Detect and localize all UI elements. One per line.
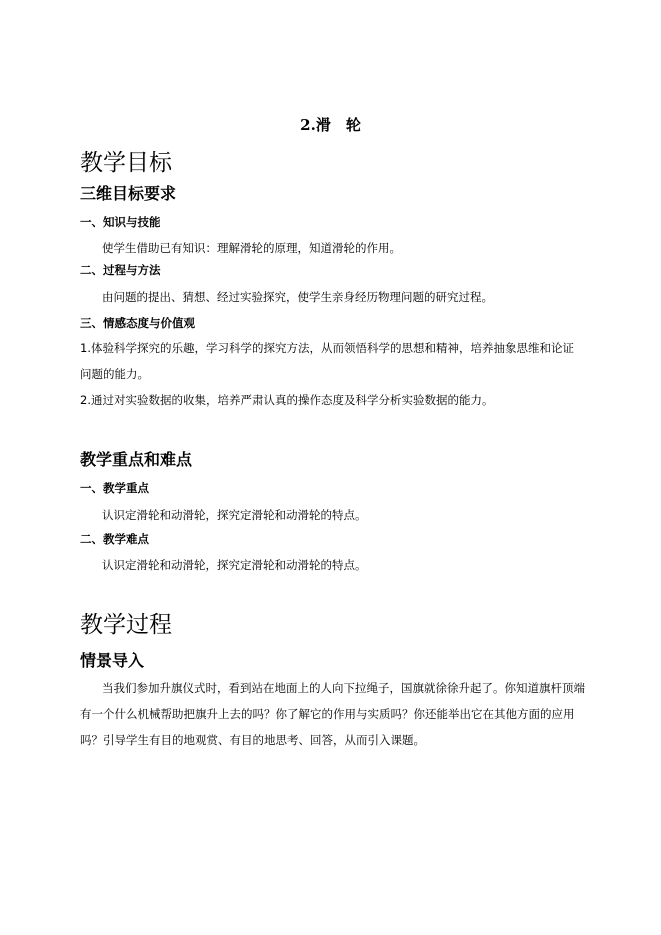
teaching-focus-heading: 一、教学重点: [80, 481, 149, 495]
knowledge-skills-text: 使学生借助已有知识：理解滑轮的原理，知道滑轮的作用。: [102, 241, 401, 255]
teaching-objectives-heading: 教学目标: [80, 150, 172, 176]
three-dimensional-objectives-heading: 三维目标要求: [80, 184, 177, 203]
process-methods-heading: 二、过程与方法: [80, 263, 161, 277]
scenario-intro-heading: 情景导入: [80, 651, 145, 670]
emotion-values-item-1: 1.体验科学探究的乐趣，学习科学的探究方法，从而领悟科学的思想和精神，培养抽象思维和论证问题的能力。: [80, 341, 574, 381]
document-title: 2.滑 轮: [300, 116, 361, 134]
knowledge-skills-heading: 一、知识与技能: [80, 215, 161, 229]
teaching-difficulty-heading: 二、教学难点: [80, 532, 149, 546]
emotion-values-item-2: 2.通过对实验数据的收集，培养严肃认真的操作态度及科学分析实验数据的能力。: [80, 393, 494, 407]
process-methods-text: 由问题的提出、猜想、经过实验探究，使学生亲身经历物理问题的研究过程。: [102, 290, 493, 304]
teaching-difficulty-text: 认识定滑轮和动滑轮，探究定滑轮和动滑轮的特点。: [102, 558, 367, 572]
key-difficult-points-heading: 教学重点和难点: [80, 450, 193, 469]
teaching-focus-text: 认识定滑轮和动滑轮，探究定滑轮和动滑轮的特点。: [102, 508, 367, 522]
emotion-values-heading: 三、情感态度与价值观: [80, 316, 195, 330]
teaching-process-heading: 教学过程: [80, 612, 172, 638]
scenario-intro-text: 当我们参加升旗仪式时，看到站在地面上的人向下拉绳子，国旗就徐徐升起了。你知道旗杆顶端有一个什么机械帮助把旗升上去的吗？你了解它的作用与实质吗？你还能举出它在其他方面的应用吗？引导学生有目的地观赏、有目的地思考、回答，从而引入课题。: [80, 681, 585, 747]
